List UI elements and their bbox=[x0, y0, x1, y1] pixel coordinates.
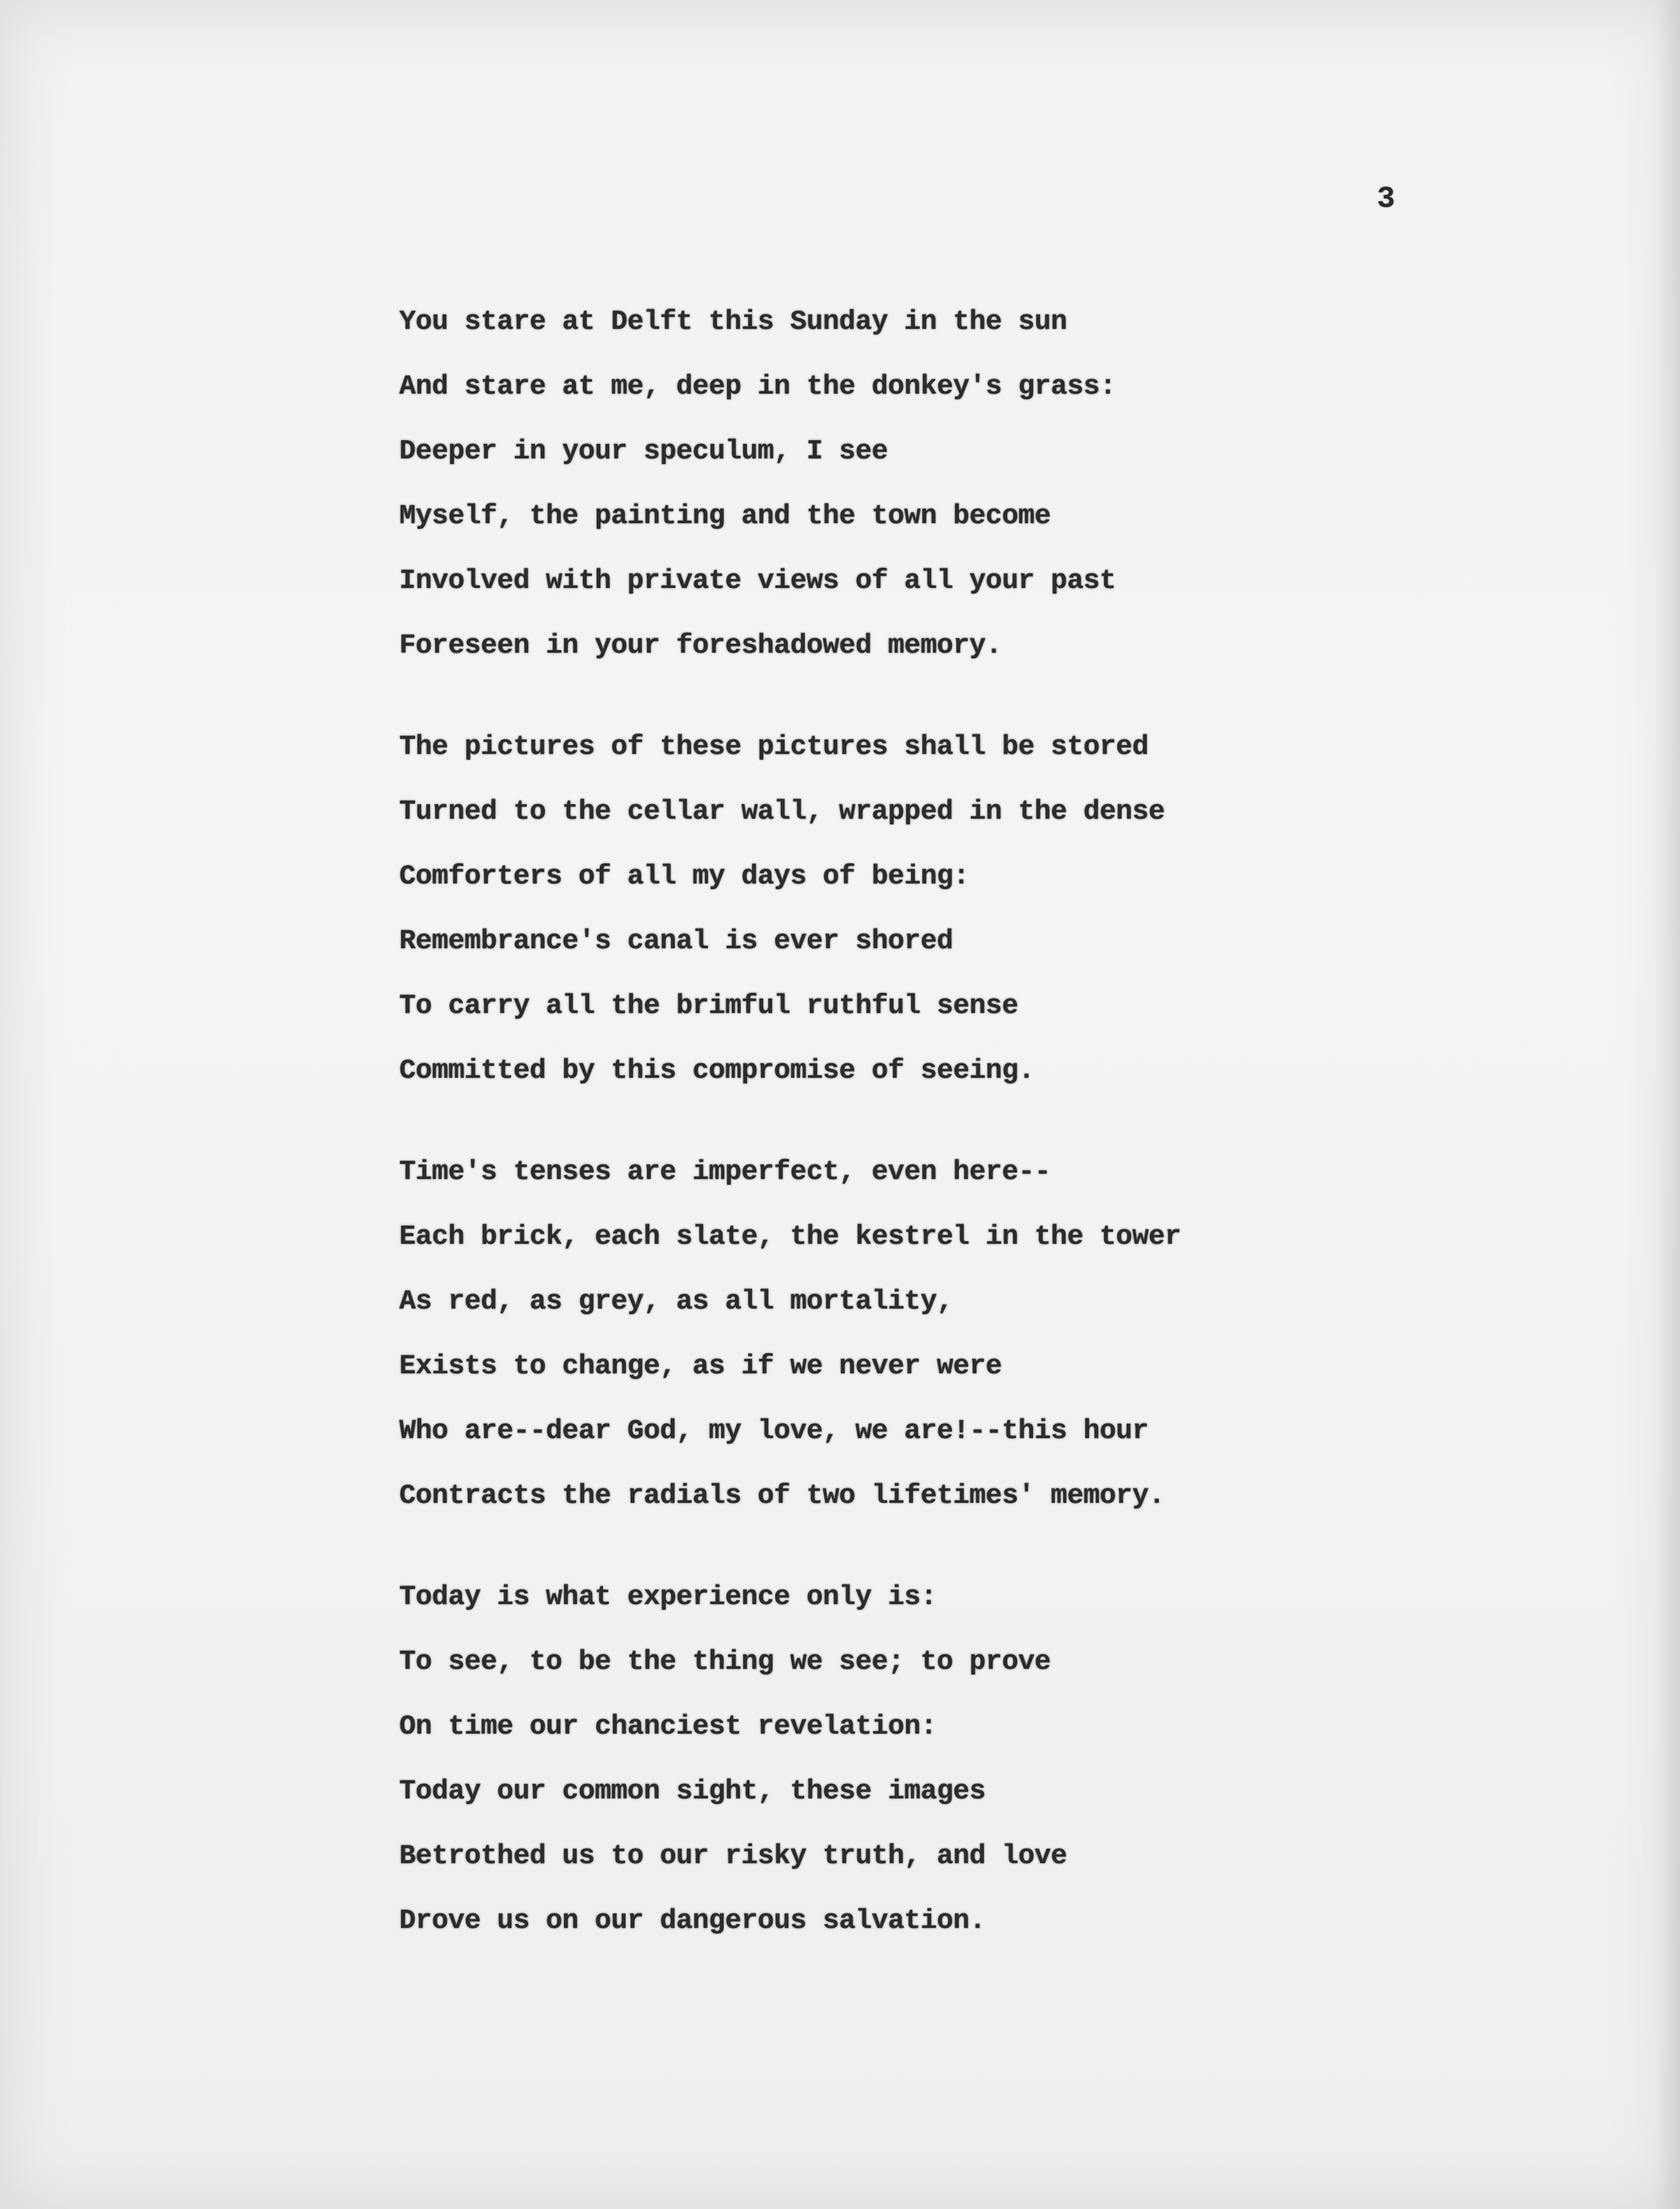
poem-line: As red, as grey, as all mortality, bbox=[399, 1286, 953, 1317]
poem-line: Time's tenses are imperfect, even here-- bbox=[399, 1156, 1051, 1188]
poem-line: You stare at Delft this Sunday in the sun bbox=[399, 306, 1068, 338]
page-edge-shadow bbox=[1655, 0, 1680, 2209]
poem-line: Myself, the painting and the town become bbox=[399, 501, 1051, 532]
stanza-2 bbox=[399, 728, 1468, 1117]
poem-line: Betrothed us to our risky truth, and love bbox=[399, 1841, 1068, 1872]
poem-line: To carry all the brimful ruthful sense bbox=[399, 990, 1019, 1022]
stanza-1 bbox=[399, 303, 1468, 692]
page-number: 3 bbox=[1377, 182, 1395, 216]
poem-line: Today our common sight, these images bbox=[399, 1776, 986, 1807]
poem-line: Who are--dear God, my love, we are!--this hour bbox=[399, 1415, 1149, 1447]
poem-line: Each brick, each slate, the kestrel in the tower bbox=[399, 1221, 1181, 1253]
poem-line: To see, to be the thing we see; to prove bbox=[399, 1646, 1051, 1678]
poem-line: Remembrance's canal is ever shored bbox=[399, 926, 953, 957]
poem-line: And stare at me, deep in the donkey's grass: bbox=[399, 371, 1116, 402]
poem-line: Foreseen in your foreshadowed memory. bbox=[399, 630, 1002, 662]
poem-line: Committed by this compromise of seeing. bbox=[399, 1055, 1035, 1087]
poem-line: Exists to change, as if we never were bbox=[399, 1351, 1002, 1382]
poem-line: Drove us on our dangerous salvation. bbox=[399, 1905, 986, 1937]
poem bbox=[399, 303, 1468, 1967]
poem-line: Contracts the radials of two lifetimes' memory. bbox=[399, 1480, 1165, 1512]
poem-line: On time our chanciest revelation: bbox=[399, 1711, 937, 1742]
poem-line: The pictures of these pictures shall be stored bbox=[399, 731, 1149, 763]
stanza-3 bbox=[399, 1153, 1468, 1542]
poem-line: Today is what experience only is: bbox=[399, 1581, 937, 1613]
poem-line: Deeper in your speculum, I see bbox=[399, 436, 888, 467]
stanza-4 bbox=[399, 1578, 1468, 1967]
poem-line: Comforters of all my days of being: bbox=[399, 861, 970, 892]
poem-line: Involved with private views of all your past bbox=[399, 565, 1116, 597]
poem-line: Turned to the cellar wall, wrapped in the dense bbox=[399, 796, 1165, 828]
